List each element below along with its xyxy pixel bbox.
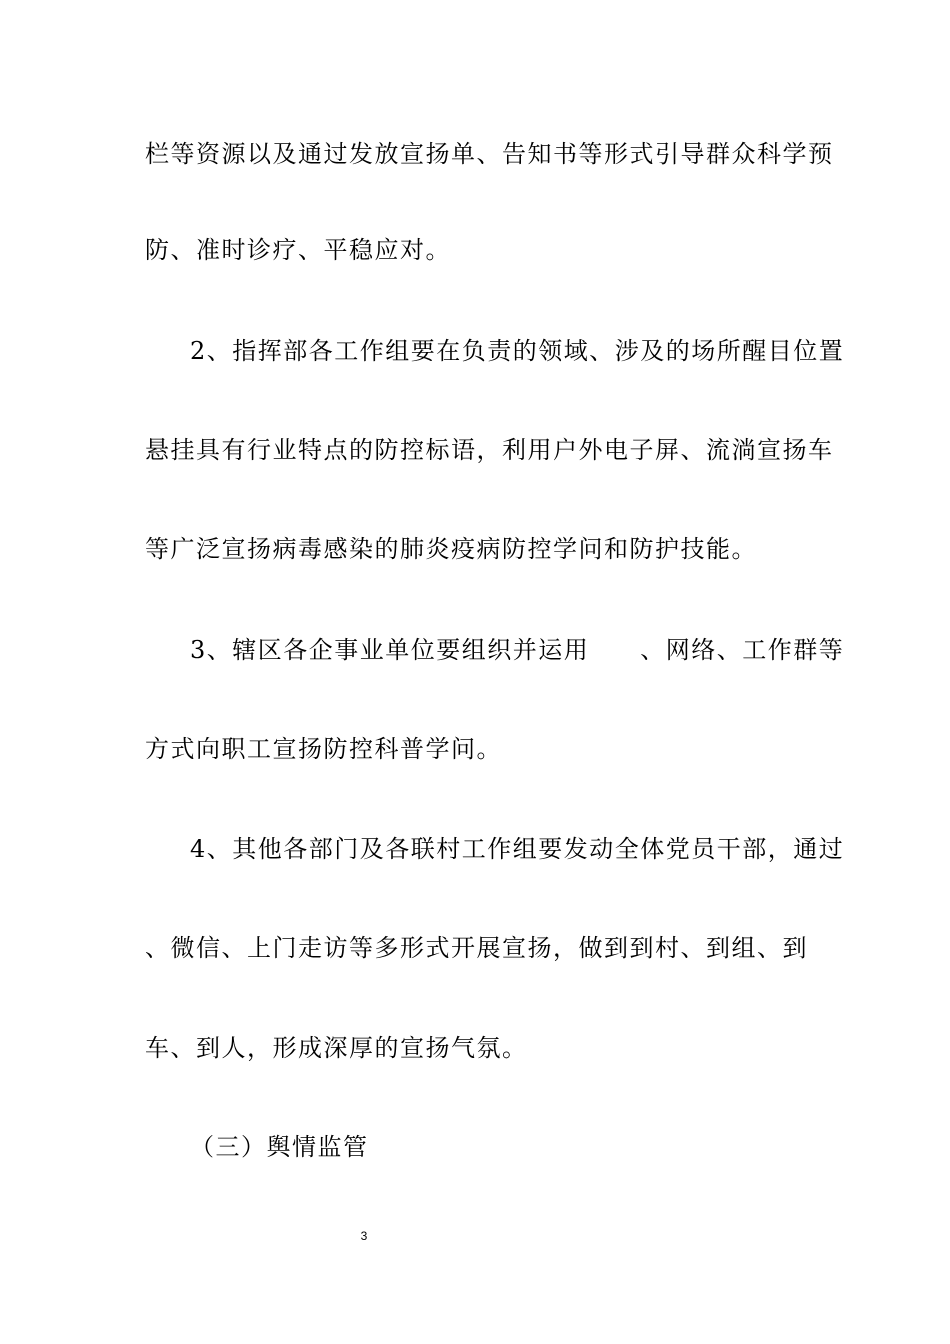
paragraph-line: 栏等资源以及通过发放宣扬单、告知书等形式引导群众科学预: [145, 140, 834, 168]
page-number: 3: [360, 1229, 368, 1243]
paragraph-line: 等广泛宣扬病毒感染的肺炎疫病防控学问和防护技能。: [145, 535, 757, 563]
paragraph-line: 方式向职工宣扬防控科普学问。: [145, 735, 502, 763]
paragraph-line: 、微信、上门走访等多形式开展宣扬，做到到村、到组、到: [145, 934, 808, 962]
paragraph-line: 2、指挥部各工作组要在负责的领域、涉及的场所醒目位置: [190, 337, 845, 365]
paragraph-line: 3、辖区各企事业单位要组织并运用 、网络、工作群等: [190, 636, 845, 664]
paragraph-line: 悬挂具有行业特点的防控标语，利用户外电子屏、流淌宣扬车: [145, 436, 834, 464]
paragraph-line: 防、准时诊疗、平稳应对。: [145, 236, 451, 264]
paragraph-line: 4、其他各部门及各联村工作组要发动全体党员干部，通过: [190, 835, 845, 863]
section-heading: （三）舆情监管: [190, 1133, 369, 1161]
paragraph-line: 车、到人，形成深厚的宣扬气氛。: [145, 1034, 528, 1062]
